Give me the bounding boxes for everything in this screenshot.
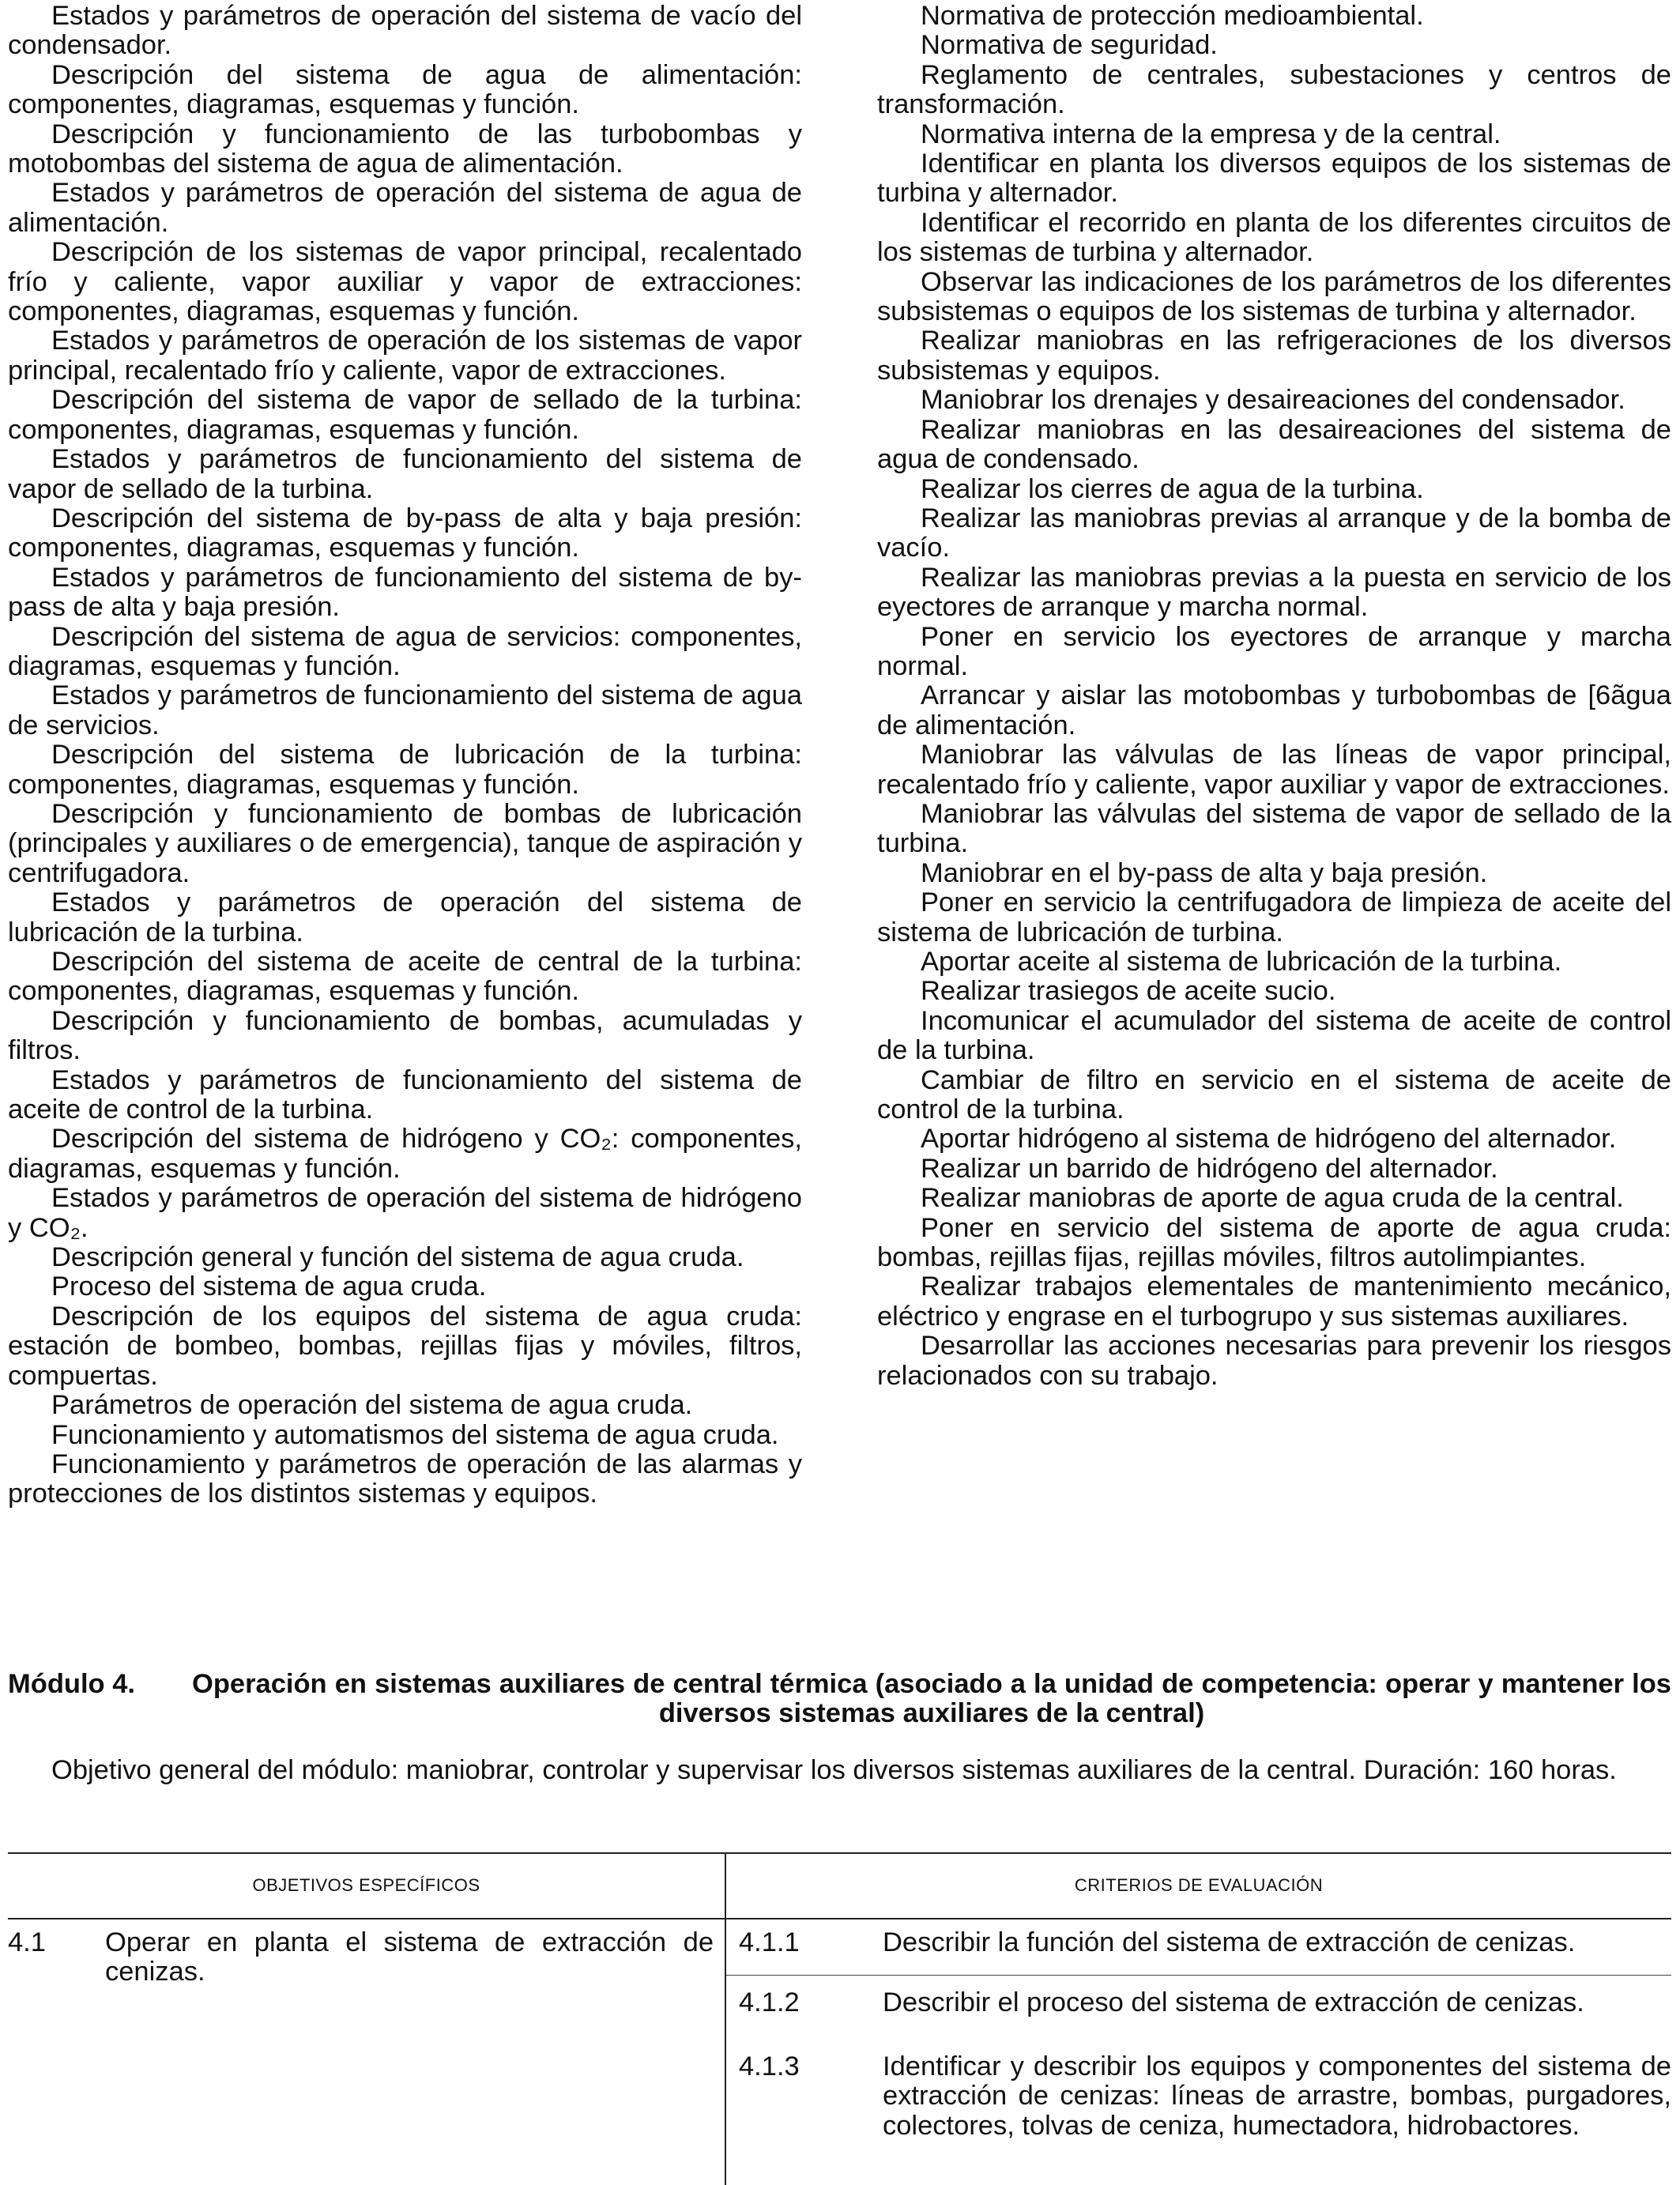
header-objectives: OBJETIVOS ESPECÍFICOS: [252, 1875, 480, 1895]
paragraph: Realizar maniobras en las desaireaciones del sistema de agua de condensado.: [877, 414, 1671, 475]
paragraph: Realizar las maniobras previas a la puesta en servicio de los eyectores de arranque y marcha normal.: [877, 562, 1671, 623]
table-header-rule: [8, 1918, 1671, 1919]
criterion-number: 4.1.3: [739, 2051, 800, 2081]
paragraph: Estados y parámetros de operación del sistema de vacío del condensador.: [8, 1, 802, 61]
table-top-rule: [8, 1852, 1671, 1854]
paragraph: Funcionamiento y automatismos del sistema de agua cruda.: [51, 1419, 779, 1450]
paragraph: Estados y parámetros de operación del sistema de lubricación de la turbina.: [8, 887, 802, 947]
paragraph: Estados y parámetros de funcionamiento del sistema de aceite de control de la turbina.: [8, 1064, 802, 1125]
module-title: Operación en sistemas auxiliares de central térmica (asociado a la unidad de competencia: operar y mantener los diversos sistemas auxiliares de la central): [192, 1669, 1671, 1729]
table-column-divider: [725, 1852, 726, 2185]
criterion-number: 4.1.2: [739, 1987, 800, 2017]
paragraph: Descripción del sistema de agua de servicios: componentes, diagramas, esquemas y función.: [8, 621, 802, 681]
left-column: [8, 2, 802, 1509]
paragraph: Proceso del sistema de agua cruda.: [51, 1271, 487, 1302]
paragraph: Descripción y funcionamiento de las turbobombas y motobombas del sistema de agua de alimentación.: [8, 119, 802, 179]
paragraph: Incomunicar el acumulador del sistema de aceite de control de la turbina.: [877, 1005, 1671, 1066]
evaluation-table: [8, 1852, 1671, 2185]
objective-number: 4.1: [8, 1927, 46, 1957]
paragraph: Poner en servicio los eyectores de arranque y marcha normal.: [877, 621, 1671, 681]
objective-description: Operar en planta el sistema de extracción de cenizas.: [105, 1927, 714, 1987]
paragraph: Descripción general y función del sistema de agua cruda.: [51, 1242, 744, 1273]
criterion-text: Describir el proceso del sistema de extracción de cenizas.: [883, 1987, 1584, 2017]
paragraph: Descripción del sistema de aceite de central de la turbina: componentes, diagramas, esquemas y función.: [8, 947, 802, 1007]
paragraph: Realizar los cierres de agua de la turbina.: [921, 473, 1424, 504]
paragraph: Arrancar y aislar las motobombas y turbobombas de [6ãgua de alimentación.: [877, 680, 1671, 740]
paragraph: Estados y parámetros de operación del sistema de hidrógeno y CO₂.: [8, 1183, 802, 1243]
paragraph: Estados y parámetros de funcionamiento del sistema de vapor de sellado de la turbina.: [8, 444, 802, 504]
paragraph: Realizar maniobras en las refrigeraciones de los diversos subsistemas y equipos.: [877, 326, 1671, 386]
paragraph: Descripción de los equipos del sistema de agua cruda: estación de bombeo, bombas, rejillas fijas y móviles, filtros, compuertas.: [8, 1301, 802, 1391]
paragraph: Cambiar de filtro en servicio en el sistema de aceite de control de la turbina.: [877, 1064, 1671, 1125]
module-duration: Duración: 160 horas.: [1363, 1755, 1617, 1785]
paragraph: Descripción del sistema de hidrógeno y CO₂: componentes, diagramas, esquemas y función.: [8, 1124, 802, 1184]
paragraph: Parámetros de operación del sistema de agua cruda.: [51, 1390, 693, 1421]
criteria-row-rule: [726, 1975, 1671, 1976]
paragraph: Realizar maniobras de aporte de agua cruda de la central.: [921, 1183, 1624, 1214]
paragraph: Reglamento de centrales, subestaciones y centros de transformación.: [877, 59, 1671, 120]
paragraph: Descripción y funcionamiento de bombas de lubricación (principales y auxiliares o de emergencia), tanque de aspiración y centrifugadora.: [8, 798, 802, 888]
paragraph: Descripción y funcionamiento de bombas, acumuladas y filtros.: [8, 1005, 802, 1066]
paragraph: Funcionamiento y parámetros de operación de las alarmas y protecciones de los distintos sistemas y equipos.: [8, 1449, 802, 1509]
paragraph: Descripción del sistema de agua de alimentación: componentes, diagramas, esquemas y función.: [8, 59, 802, 120]
paragraph: Estados y parámetros de funcionamiento del sistema de agua de servicios.: [8, 680, 802, 740]
paragraph: Descripción del sistema de by-pass de alta y baja presión: componentes, diagramas, esquemas y función.: [8, 503, 802, 563]
header-criteria: CRITERIOS DE EVALUACIÓN: [1074, 1875, 1324, 1895]
paragraph: Normativa de protección medioambiental.: [921, 1, 1424, 31]
paragraph: Maniobrar los drenajes y desaireaciones del condensador.: [921, 385, 1625, 416]
paragraph: Descripción de los sistemas de vapor principal, recalentado frío y caliente, vapor auxiliar y vapor de extracciones: componentes, diagramas, esquemas y función.: [8, 237, 802, 327]
paragraph: Realizar un barrido de hidrógeno del alternador.: [921, 1153, 1498, 1184]
right-column: [877, 2, 1671, 1391]
paragraph: Poner en servicio la centrifugadora de limpieza de aceite del sistema de lubricación de turbina.: [877, 887, 1671, 947]
general-objective: Objetivo general del módulo: maniobrar, controlar y supervisar los diversos sistemas auxiliares de la central.: [51, 1755, 1357, 1785]
paragraph: Realizar las maniobras previas al arranque y de la bomba de vacío.: [877, 503, 1671, 563]
paragraph: Identificar el recorrido en planta de los diferentes circuitos de los sistemas de turbina y alternador.: [877, 207, 1671, 268]
paragraph: Realizar trasiegos de aceite sucio.: [921, 976, 1336, 1007]
paragraph: Descripción del sistema de lubricación de la turbina: componentes, diagramas, esquemas y función.: [8, 740, 802, 800]
paragraph: Poner en servicio del sistema de aporte de agua cruda: bombas, rejillas fijas, rejillas móviles, filtros autolimpiantes.: [877, 1212, 1671, 1273]
criterion-text: Identificar y describir los equipos y componentes del sistema de extracción de cenizas: líneas de arrastre, bombas, purgadores, colectores, tolvas de ceniza, humectadora, hidrobactores.: [883, 2051, 1671, 2141]
paragraph: Observar las indicaciones de los parámetros de los diferentes subsistemas o equipos de los sistemas de turbina y alternador.: [877, 266, 1671, 327]
module-objective: [8, 1756, 1671, 1785]
paragraph: Estados y parámetros de operación del sistema de agua de alimentación.: [8, 178, 802, 238]
criterion-text: Describir la función del sistema de extracción de cenizas.: [883, 1927, 1576, 1957]
paragraph: Estados y parámetros de operación de los sistemas de vapor principal, recalentado frío y caliente, vapor de extracciones.: [8, 326, 802, 386]
paragraph: Maniobrar las válvulas del sistema de vapor de sellado de la turbina.: [877, 798, 1671, 859]
paragraph: Identificar en planta los diversos equipos de los sistemas de turbina y alternador.: [877, 149, 1671, 209]
paragraph: Realizar trabajos elementales de mantenimiento mecánico, eléctrico y engrase en el turbogrupo y sus sistemas auxiliares.: [877, 1271, 1671, 1332]
paragraph: Aportar hidrógeno al sistema de hidrógeno del alternador.: [921, 1124, 1617, 1155]
criterion-number: 4.1.1: [739, 1927, 800, 1957]
paragraph: Maniobrar las válvulas de las líneas de vapor principal, recalentado frío y caliente, vapor auxiliar y vapor de extracciones.: [877, 740, 1671, 800]
paragraph: Aportar aceite al sistema de lubricación de la turbina.: [921, 947, 1562, 977]
paragraph: Descripción del sistema de vapor de sellado de la turbina: componentes, diagramas, esquemas y función.: [8, 385, 802, 445]
paragraph: Normativa interna de la empresa y de la central.: [921, 119, 1501, 149]
paragraph: Estados y parámetros de funcionamiento del sistema de by-pass de alta y baja presión.: [8, 562, 802, 623]
paragraph: Normativa de seguridad.: [921, 30, 1218, 61]
paragraph: Desarrollar las acciones necesarias para prevenir los riesgos relacionados con su trabajo.: [877, 1331, 1671, 1391]
module-number: Módulo 4.: [8, 1669, 135, 1699]
module-heading: [8, 1670, 1671, 1729]
paragraph: Maniobrar en el by-pass de alta y baja presión.: [921, 857, 1488, 888]
objective-text: [8, 1756, 1671, 1785]
